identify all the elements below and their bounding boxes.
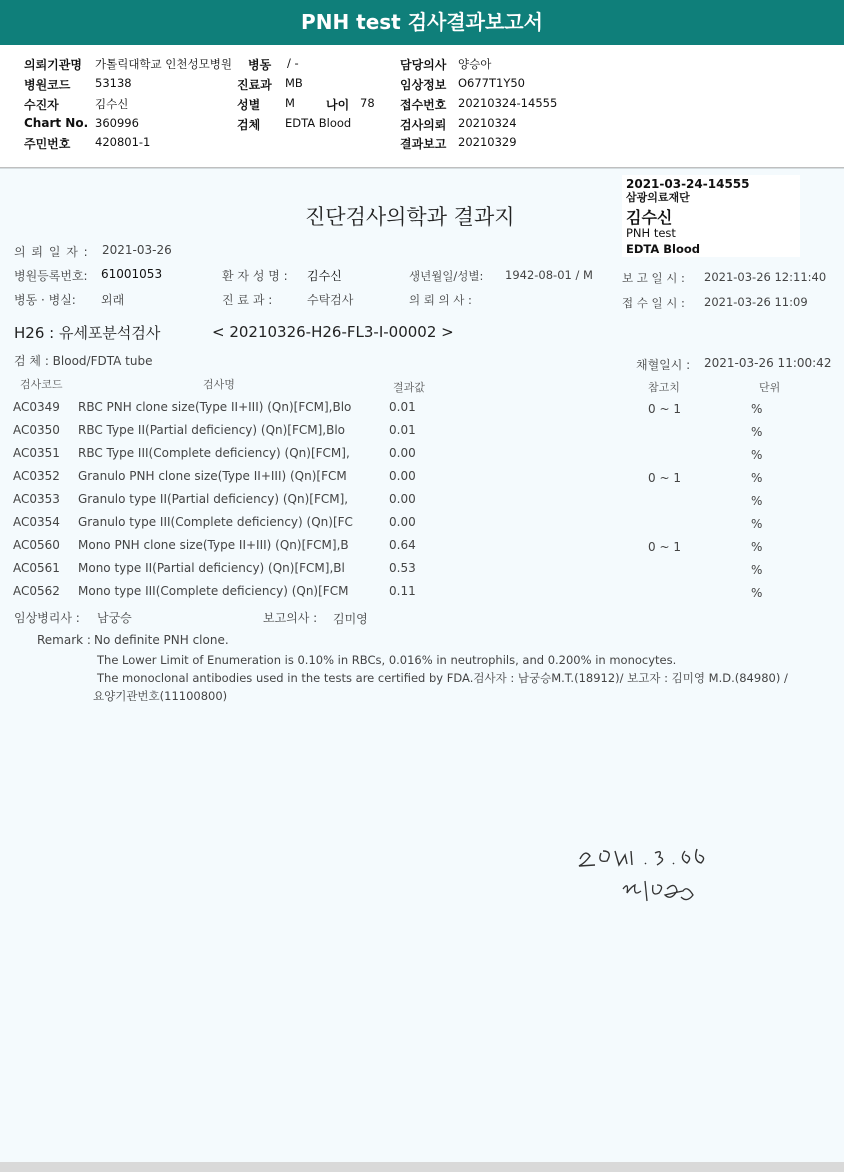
- result-code-cell: AC0353: [13, 492, 60, 506]
- page-footer-bar: [0, 1162, 844, 1172]
- remark-label: Remark :: [37, 633, 91, 647]
- result-unit-cell: %: [751, 494, 763, 508]
- dept-value: MB: [285, 76, 303, 90]
- result-unit-cell: %: [751, 402, 763, 416]
- result-result-cell: 0.01: [389, 423, 416, 437]
- result-result-cell: 0.00: [389, 469, 416, 483]
- result-unit-cell: %: [751, 471, 763, 485]
- collected-value: 2021-03-26 11:00:42: [704, 356, 832, 370]
- section-title: H26 : 유세포분석검사: [14, 324, 161, 342]
- id-no-label: 주민번호: [24, 137, 71, 151]
- ward-room-value: 외래: [101, 293, 125, 307]
- result-result-cell: 0.11: [389, 584, 416, 598]
- request-date-value: 2021-03-26: [102, 243, 172, 257]
- pathologist-value: 남궁승: [97, 611, 132, 625]
- ward-value: / -: [287, 56, 299, 70]
- age-value: 78: [360, 96, 375, 110]
- result-name-cell: Granulo type II(Partial deficiency) (Qn)[FCM],: [78, 492, 349, 506]
- result-unit-cell: %: [751, 540, 763, 554]
- result-ref-cell: 0 ~ 1: [648, 471, 681, 485]
- receipt-no-value: 20210324-14555: [458, 96, 558, 110]
- column-header-name: 검사명: [203, 378, 235, 391]
- result-result-cell: 0.00: [389, 515, 416, 529]
- remark-line-4: 요양기관번호(11100800): [93, 689, 228, 703]
- result-result-cell: 0.00: [389, 446, 416, 460]
- request-date-label: 의 뢰 일 자 :: [14, 245, 89, 259]
- institution-value: 가톨릭대학교 인천성모병원: [95, 57, 232, 71]
- result-code-cell: AC0560: [13, 538, 60, 552]
- dob-value: 1942-08-01 / M: [505, 268, 593, 282]
- result-code-cell: AC0354: [13, 515, 60, 529]
- id-no-value: 420801-1: [95, 135, 151, 149]
- stamp-specimen: EDTA Blood: [626, 242, 700, 256]
- registration-no-label: 병원등록번호:: [14, 269, 88, 283]
- receipt-datetime-value: 2021-03-26 11:09: [704, 295, 808, 309]
- stamp-lab-name: 삼광의료재단: [626, 191, 690, 204]
- age-label: 나이: [326, 98, 350, 112]
- patient-name-label: 환 자 성 명 :: [222, 269, 288, 283]
- result-result-cell: 0.53: [389, 561, 416, 575]
- result-code-cell: AC0561: [13, 561, 60, 575]
- department-value: 수탁검사: [307, 293, 354, 307]
- report-datetime-value: 2021-03-26 12:11:40: [704, 270, 827, 284]
- stamp-patient-name: 김수신: [626, 208, 673, 227]
- result-ref-cell: 0 ~ 1: [648, 540, 681, 554]
- chart-no-value: 360996: [95, 116, 139, 130]
- institution-label: 의뢰기관명: [24, 58, 82, 72]
- reporting-doctor-value: 김미영: [333, 612, 368, 626]
- result-name-cell: Mono PNH clone size(Type II+III) (Qn)[FCM],B: [78, 538, 349, 552]
- reporting-doctor-label: 보고의사 :: [263, 611, 318, 625]
- request-date-label: 검사의뢰: [400, 118, 447, 132]
- specimen-type: 검 체 : Blood/FDTA tube: [14, 354, 153, 368]
- specimen-label: 검체: [237, 118, 261, 132]
- result-result-cell: 0.64: [389, 538, 416, 552]
- stamp-receipt-no: 2021-03-24-14555: [626, 177, 750, 191]
- doctor-value: 양승아: [458, 57, 492, 71]
- report-date-label: 결과보고: [400, 137, 447, 151]
- result-result-cell: 0.00: [389, 492, 416, 506]
- dob-label: 생년월일/성별:: [409, 269, 484, 283]
- department-label: 진 료 과 :: [222, 293, 273, 307]
- result-ref-cell: 0 ~ 1: [648, 402, 681, 416]
- chart-no-label: Chart No.: [24, 116, 89, 130]
- clinical-info-value: O677T1Y50: [458, 76, 526, 90]
- receipt-datetime-label: 접 수 일 시 :: [622, 296, 685, 310]
- handwritten-signature: [575, 841, 720, 921]
- lab-result-sheet: [0, 168, 844, 1163]
- remark-line-1: No definite PNH clone.: [94, 633, 229, 647]
- lab-stamp-label: [622, 175, 800, 257]
- column-header-code: 검사코드: [20, 378, 63, 391]
- result-name-cell: RBC Type II(Partial deficiency) (Qn)[FCM],Blo: [78, 423, 346, 437]
- result-unit-cell: %: [751, 586, 763, 600]
- accession-number: < 20210326-H26-FL3-I-00002 >: [212, 323, 454, 341]
- receipt-no-label: 접수번호: [400, 98, 447, 112]
- result-name-cell: RBC PNH clone size(Type II+III) (Qn)[FCM],Blo: [78, 400, 352, 414]
- result-name-cell: Mono type III(Complete deficiency) (Qn)[FCM: [78, 584, 349, 598]
- registration-no-value: 61001053: [101, 267, 163, 281]
- result-code-cell: AC0351: [13, 446, 60, 460]
- column-header-reference: 참고치: [648, 381, 680, 394]
- stamp-test-name: PNH test: [626, 226, 676, 240]
- patient-value: 김수신: [95, 97, 129, 111]
- report-banner-title: PNH test 검사결과보고서: [0, 0, 844, 45]
- ward-label: 병동: [248, 58, 272, 72]
- remark-line-2: The Lower Limit of Enumeration is 0.10% in RBCs, 0.016% in neutrophils, and 0.200% in monocytes.: [97, 653, 677, 667]
- ward-room-label: 병동 · 병실:: [14, 293, 76, 307]
- collected-label: 채혈일시 :: [636, 358, 691, 372]
- result-unit-cell: %: [751, 425, 763, 439]
- patient-name-value: 김수신: [307, 269, 342, 283]
- specimen-value: EDTA Blood: [285, 116, 352, 130]
- report-datetime-label: 보 고 일 시 :: [622, 271, 685, 285]
- sex-value: M: [285, 96, 295, 110]
- clinical-info-label: 임상정보: [400, 78, 447, 92]
- report-date-value: 20210329: [458, 135, 517, 149]
- result-unit-cell: %: [751, 517, 763, 531]
- request-date-value: 20210324: [458, 116, 517, 130]
- hospital-code-label: 병원코드: [24, 78, 71, 92]
- result-name-cell: Mono type II(Partial deficiency) (Qn)[FCM],Bl: [78, 561, 345, 575]
- result-name-cell: RBC Type III(Complete deficiency) (Qn)[FCM],: [78, 446, 350, 460]
- pathologist-label: 임상병리사 :: [14, 611, 80, 625]
- result-unit-cell: %: [751, 448, 763, 462]
- hospital-code-value: 53138: [95, 76, 132, 90]
- result-code-cell: AC0352: [13, 469, 60, 483]
- ordering-doctor-label: 의 뢰 의 사 :: [409, 293, 472, 307]
- request-info-panel: [0, 45, 844, 168]
- result-name-cell: Granulo type III(Complete deficiency) (Qn)[FC: [78, 515, 353, 529]
- column-header-result: 결과값: [393, 381, 425, 394]
- patient-label: 수진자: [24, 98, 59, 112]
- column-header-unit: 단위: [759, 381, 781, 394]
- result-name-cell: Granulo PNH clone size(Type II+III) (Qn)[FCM: [78, 469, 347, 483]
- doctor-label: 담당의사: [400, 58, 447, 72]
- dept-label: 진료과: [237, 78, 272, 92]
- remark-line-3: The monoclonal antibodies used in the tests are certified by FDA.검사자 : 남궁승M.T.(18912)/ 보고자 : 김미영 M.D.(84980) /: [97, 671, 788, 685]
- result-sheet-title: 진단검사의학과 결과지: [305, 205, 515, 229]
- result-code-cell: AC0349: [13, 400, 60, 414]
- result-result-cell: 0.01: [389, 400, 416, 414]
- sex-label: 성별: [237, 98, 261, 112]
- result-code-cell: AC0562: [13, 584, 60, 598]
- result-unit-cell: %: [751, 563, 763, 577]
- result-code-cell: AC0350: [13, 423, 60, 437]
